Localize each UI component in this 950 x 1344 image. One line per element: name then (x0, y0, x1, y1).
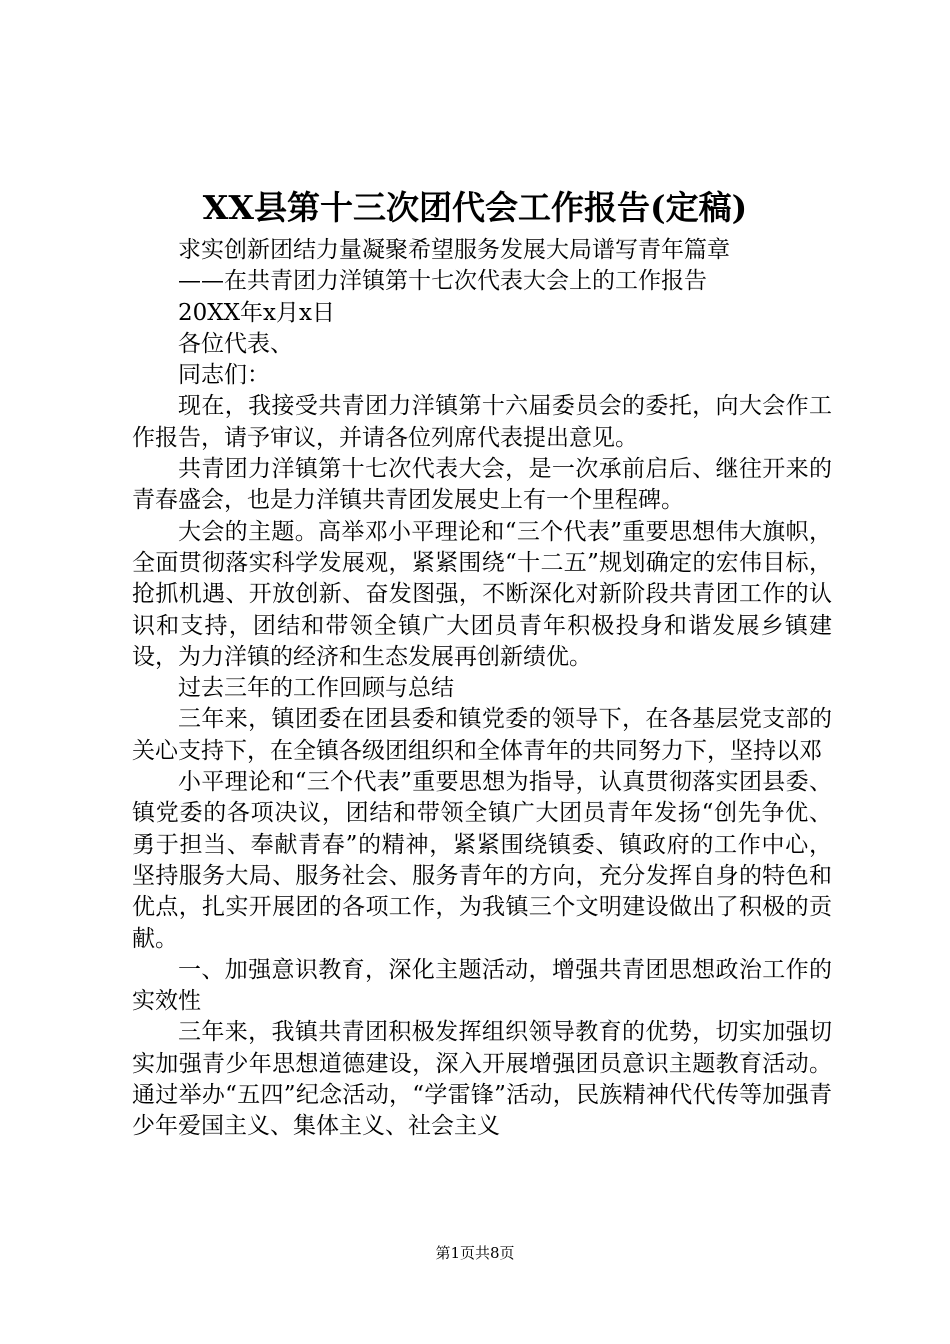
salutation-delegates: 各位代表、 (178, 330, 293, 357)
salutation-comrades: 同志们： (178, 362, 270, 389)
body-paragraph: 共青团力洋镇第十七次代表大会，是一次承前启后、继往开来的青春盛会，也是力洋镇共青团发展史上有一个里程碑。 (132, 456, 832, 514)
page-footer (0, 1243, 950, 1263)
report-date: 20XX年x月x日 (178, 299, 335, 326)
section-heading: 过去三年的工作回顾与总结 (178, 675, 454, 702)
document-body (132, 235, 832, 1143)
page-number: 第1页 (435, 1244, 475, 1262)
body-paragraph: 现在，我接受共青团力洋镇第十六届委员会的委托，向大会作工作报告，请予审议，并请各位列席代表提出意见。 (132, 393, 832, 451)
section-heading: 一、加强意识教育，深化主题活动，增强共青团思想政治工作的实效性 (132, 956, 832, 1015)
body-paragraph: 小平理论和“三个代表”重要思想为指导，认真贯彻落实团县委、镇党委的各项决议，团结和带领全镇广大团员青年发扬“创先争优、勇于担当、奉献青春”的精神，紧紧围绕镇委、镇政府的工作中心，坚持服务大局、服务社会、服务青年的方向，充分发挥自身的特色和优点，扎实开展团的各项工作，为我镇三个文明建设做出了积极的贡献。 (132, 769, 832, 952)
document-title: XX县第十三次团代会工作报告(定稿) (202, 188, 748, 227)
page-total: 共8页 (475, 1244, 515, 1262)
subtitle-slogan: 求实创新团结力量凝聚希望服务发展大局谱写青年篇章 (178, 237, 730, 263)
body-paragraph: 三年来，镇团委在团县委和镇党委的领导下，在各基层党支部的关心支持下，在全镇各级团组织和全体青年的共同努力下，坚持以邓 (132, 706, 832, 764)
subtitle-report: ——在共青团力洋镇第十七次代表大会上的工作报告 (178, 268, 707, 295)
body-paragraph: 三年来，我镇共青团积极发挥组织领导教育的优势，切实加强切实加强青少年思想道德建设，深入开展增强团员意识主题教育活动。通过举办“五四”纪念活动，“学雷锋”活动，民族精神代代传等加强青少年爱国主义、集体主义、社会主义 (132, 1019, 832, 1140)
body-paragraph: 大会的主题。高举邓小平理论和“三个代表”重要思想伟大旗帜，全面贯彻落实科学发展观，紧紧围绕“十二五”规划确定的宏伟目标，抢抓机遇、开放创新、奋发图强，不断深化对新阶段共青团工作的认识和支持，团结和带领全镇广大团员青年积极投身和谐发展乡镇建设，为力洋镇的经济和生态发展再创新绩优。 (132, 518, 832, 670)
